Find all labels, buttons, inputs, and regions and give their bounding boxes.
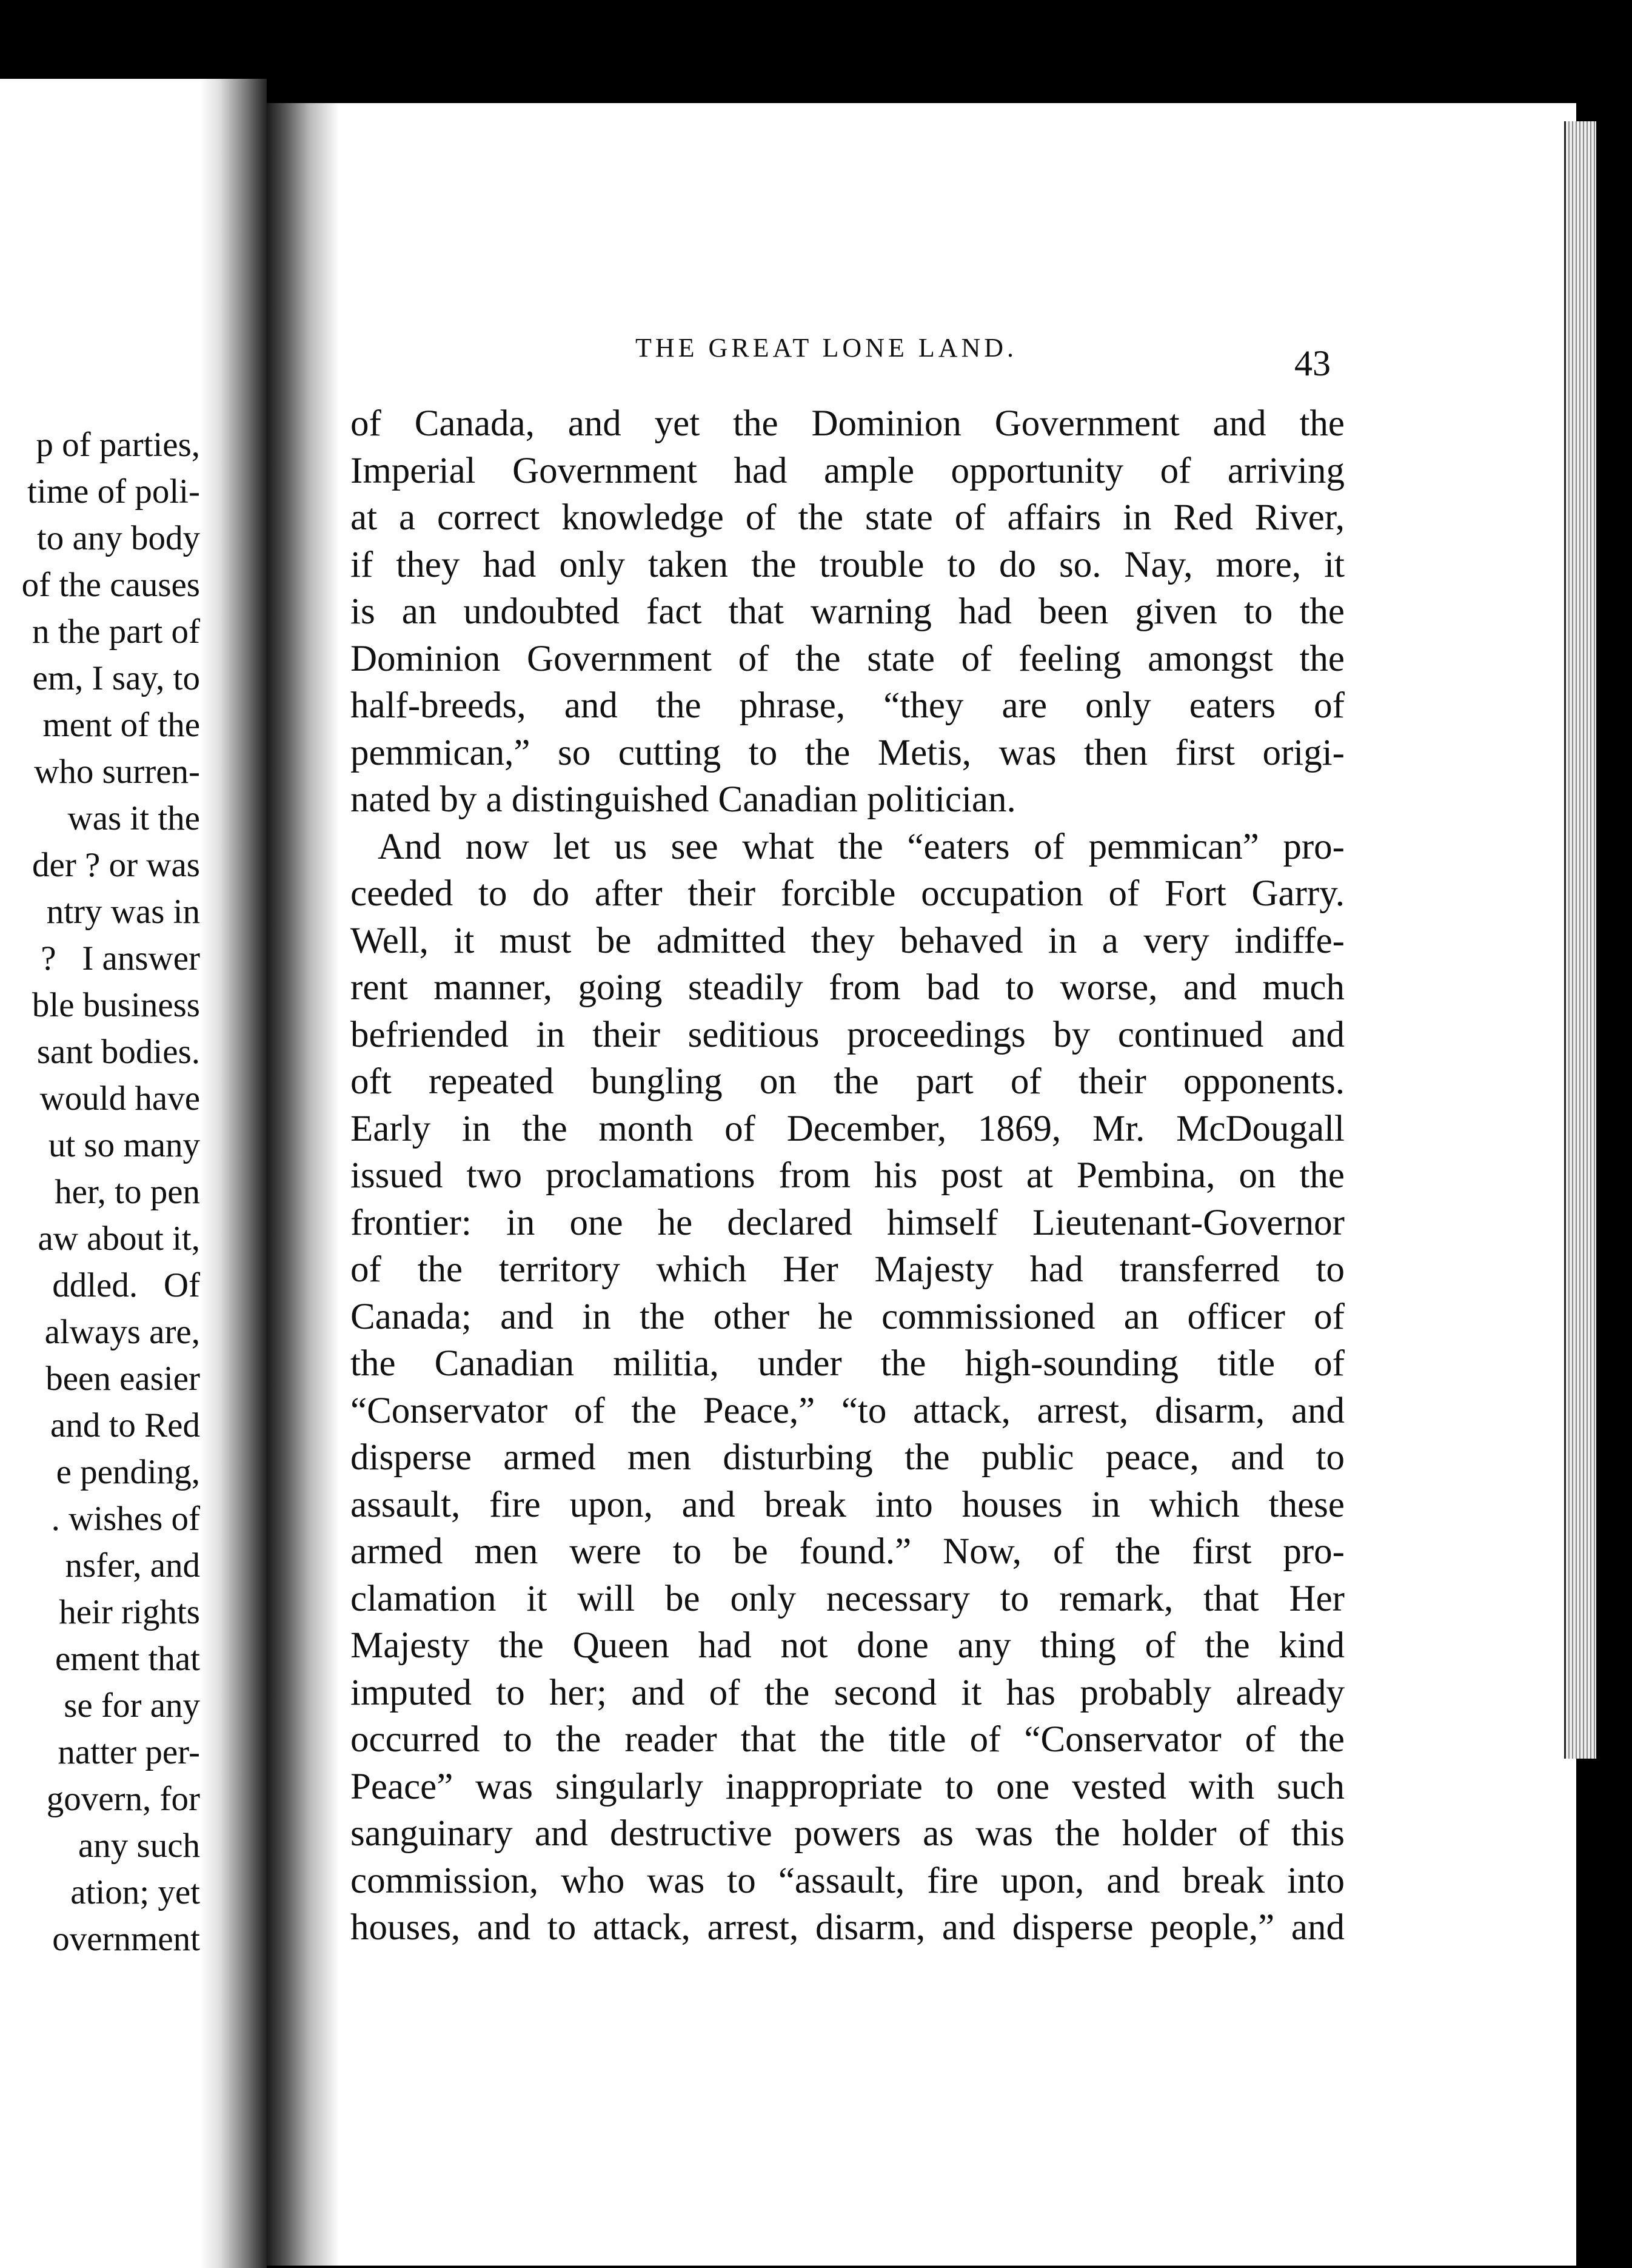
text-line: disperse armed men disturbing the public peace, and to bbox=[350, 1437, 1345, 1478]
page-number: 43 bbox=[1294, 343, 1331, 383]
text-line: heir rights bbox=[59, 1593, 200, 1631]
text-line: govern, for bbox=[46, 1780, 200, 1818]
text-line: sant bodies. bbox=[36, 1033, 200, 1071]
text-line: been easier bbox=[45, 1360, 200, 1398]
text-line: ddled. Of bbox=[52, 1266, 200, 1304]
text-line: Majesty the Queen had not done any thing of the kind bbox=[350, 1625, 1345, 1666]
text-line: occurred to the reader that the title of “Conservator of the bbox=[350, 1719, 1345, 1760]
text-line: of the territory which Her Majesty had transferred to bbox=[350, 1249, 1345, 1290]
text-line: Well, it must be admitted they behaved in a very indiffe- bbox=[350, 920, 1345, 961]
text-line: ation; yet bbox=[70, 1873, 200, 1911]
text-line: Canada; and in the other he commissioned an officer of bbox=[350, 1296, 1345, 1337]
page-edges bbox=[1564, 121, 1596, 1759]
text-line: aw about it, bbox=[38, 1220, 200, 1258]
text-line: oft repeated bungling on the part of their opponents. bbox=[350, 1061, 1345, 1102]
text-line: was it the bbox=[67, 799, 200, 837]
text-line: natter per- bbox=[58, 1733, 200, 1771]
text-line: ceeded to do after their forcible occupation of Fort Garry. bbox=[350, 873, 1345, 914]
text-line: houses, and to attack, arrest, disarm, and disperse people,” and bbox=[350, 1907, 1345, 1948]
text-line: at a correct knowledge of the state of affairs in Red River, bbox=[350, 497, 1345, 538]
text-line: nated by a distinguished Canadian politician. bbox=[350, 779, 1016, 820]
text-line: . wishes of bbox=[51, 1500, 200, 1538]
text-line: time of poli- bbox=[27, 472, 200, 511]
text-line: the Canadian militia, under the high-sounding title of bbox=[350, 1343, 1345, 1384]
text-line: commission, who was to “assault, fire upon, and break into bbox=[350, 1860, 1345, 1901]
text-line: der ? or was bbox=[32, 846, 200, 884]
text-line: ut so many bbox=[48, 1126, 200, 1164]
text-line: Dominion Government of the state of feeling amongst the bbox=[350, 638, 1345, 679]
text-line: any such bbox=[78, 1827, 200, 1865]
text-line: if they had only taken the trouble to do so. Nay, more, it bbox=[350, 544, 1345, 585]
text-line: always are, bbox=[44, 1313, 200, 1351]
text-line: n the part of bbox=[32, 612, 200, 651]
text-line: befriended in their seditious proceedings by continued and bbox=[350, 1014, 1345, 1055]
text-line: ement that bbox=[55, 1640, 200, 1678]
text-line: Early in the month of December, 1869, Mr. McDougall bbox=[350, 1108, 1345, 1149]
text-line: pemmican,” so cutting to the Metis, was then first origi- bbox=[350, 732, 1345, 773]
text-line: would have bbox=[39, 1079, 200, 1118]
paragraph bbox=[350, 400, 1345, 824]
paragraph bbox=[350, 824, 1345, 1951]
text-line: imputed to her; and of the second it has probably already bbox=[350, 1672, 1345, 1713]
text-line: frontier: in one he declared himself Lieutenant-Governor bbox=[350, 1202, 1345, 1243]
text-line: ment of the bbox=[42, 706, 200, 744]
text-line: rent manner, going steadily from bad to worse, and much bbox=[350, 967, 1345, 1008]
spine-shadow bbox=[267, 103, 339, 2266]
text-line: Imperial Government had ample opportunity of arriving bbox=[350, 450, 1345, 491]
text-line: of the causes bbox=[21, 566, 200, 604]
text-line: ? I answer bbox=[41, 939, 200, 978]
running-head: THE GREAT LONE LAND. bbox=[635, 333, 1018, 363]
text-line: who surren- bbox=[34, 753, 200, 791]
text-line: ble business bbox=[32, 986, 200, 1024]
text-line: of Canada, and yet the Dominion Government and the bbox=[350, 403, 1345, 444]
text-line: And now let us see what the “eaters of pemmican” pro- bbox=[378, 826, 1345, 867]
text-line: armed men were to be found.” Now, of the first pro- bbox=[350, 1531, 1345, 1572]
text-line: “Conservator of the Peace,” “to attack, arrest, disarm, and bbox=[350, 1390, 1345, 1431]
text-line: issued two proclamations from his post at Pembina, on the bbox=[350, 1155, 1345, 1196]
text-line: is an undoubted fact that warning had been given to the bbox=[350, 591, 1345, 632]
text-line: sanguinary and destructive powers as was the holder of this bbox=[350, 1813, 1345, 1854]
book-gutter-shadow bbox=[200, 79, 267, 2268]
text-line: clamation it will be only necessary to remark, that Her bbox=[350, 1578, 1345, 1619]
text-line: her, to pen bbox=[55, 1173, 200, 1211]
text-line: nsfer, and bbox=[65, 1546, 200, 1585]
text-line: half-breeds, and the phrase, “they are only eaters of bbox=[350, 685, 1345, 726]
text-line: em, I say, to bbox=[32, 659, 200, 697]
text-line: Peace” was singularly inappropriate to one vested with such bbox=[350, 1766, 1345, 1807]
body-text bbox=[350, 400, 1345, 1951]
text-line: assault, fire upon, and break into houses in which these bbox=[350, 1484, 1345, 1525]
text-line: and to Red bbox=[50, 1406, 200, 1444]
text-line: se for any bbox=[64, 1686, 200, 1725]
text-line: overnment bbox=[52, 1920, 200, 1958]
text-line: e pending, bbox=[56, 1453, 200, 1491]
text-line: ntry was in bbox=[46, 893, 200, 931]
previous-page-text bbox=[1, 375, 200, 2009]
text-line: to any body bbox=[36, 519, 200, 557]
text-line: p of parties, bbox=[36, 426, 200, 464]
previous-page-fragment bbox=[0, 79, 267, 2268]
